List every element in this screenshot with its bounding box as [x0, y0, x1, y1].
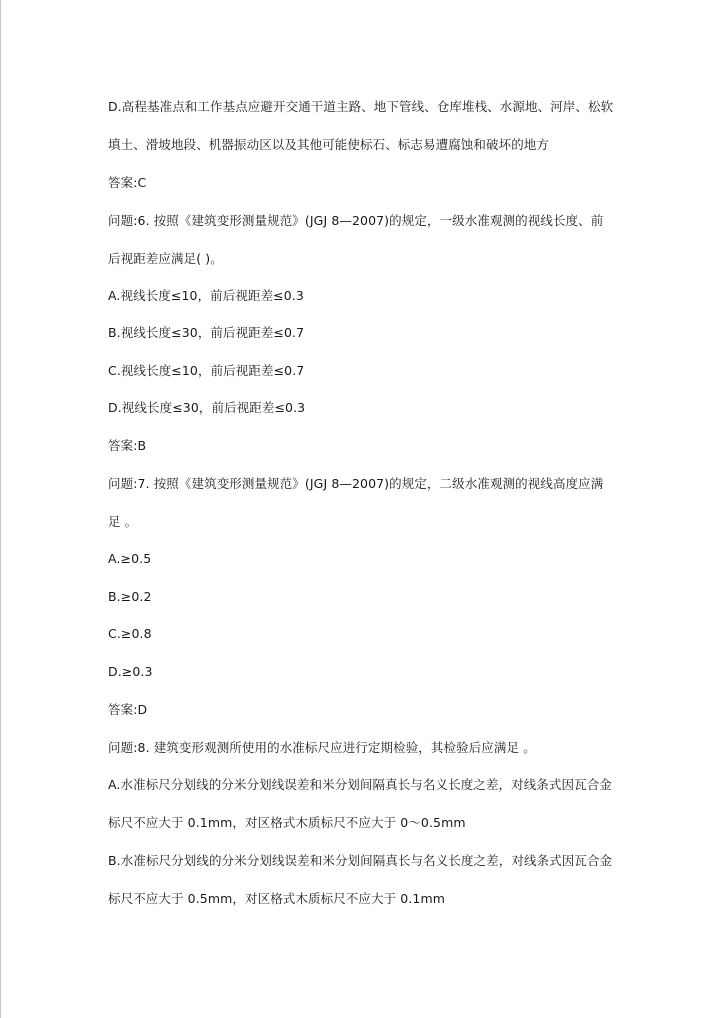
- question-7-line1: 问题:7. 按照《建筑变形测量规范》(JGJ 8—2007)的规定，二级水准观测的视线高度应满: [108, 476, 604, 491]
- option-d-q7: D.≥0.3: [108, 664, 153, 679]
- option-a-q7: A.≥0.5: [108, 551, 152, 566]
- question-7-line2: 足 。: [108, 514, 138, 529]
- option-d-q6: D.视线长度≤30，前后视距差≤0.3: [108, 400, 306, 415]
- option-b-q8-line1: B.水准标尺分划线的分米分划线误差和米分划间隔真长与名义长度之差，对线条式因瓦合金: [108, 853, 613, 868]
- question-8: 问题:8. 建筑变形观测所使用的水准标尺应进行定期检验，其检验后应满足 。: [108, 740, 536, 755]
- answer-q6: 答案:B: [108, 438, 147, 453]
- option-a-q6: A.视线长度≤10，前后视距差≤0.3: [108, 288, 304, 303]
- option-c-q7: C.≥0.8: [108, 626, 152, 641]
- answer-q7: 答案:D: [108, 702, 148, 717]
- question-6-line1: 问题:6. 按照《建筑变形测量规范》(JGJ 8—2007)的规定，一级水准观测的视线长度、前: [108, 213, 604, 228]
- option-d-q5-line2: 填土、滑坡地段、机器振动区以及其他可能使标石、标志易遭腐蚀和破坏的地方: [108, 137, 550, 152]
- option-d-q5-line1: D.高程基准点和工作基点应避开交通干道主路、地下管线、仓库堆栈、水源地、河岸、松软: [108, 99, 614, 114]
- option-b-q7: B.≥0.2: [108, 589, 152, 604]
- option-c-q6: C.视线长度≤10，前后视距差≤0.7: [108, 363, 305, 378]
- option-a-q8-line1: A.水准标尺分划线的分米分划线误差和米分划间隔真长与名义长度之差，对线条式因瓦合金: [108, 777, 612, 792]
- option-a-q8-line2: 标尺不应大于 0.1mm，对区格式木质标尺不应大于 0～0.5mm: [108, 815, 466, 830]
- option-b-q6: B.视线长度≤30，前后视距差≤0.7: [108, 325, 305, 340]
- option-b-q8-line2: 标尺不应大于 0.5mm，对区格式木质标尺不应大于 0.1mm: [108, 891, 446, 906]
- question-6-line2: 后视距差应满足( )。: [108, 251, 223, 266]
- answer-q5: 答案:C: [108, 175, 147, 190]
